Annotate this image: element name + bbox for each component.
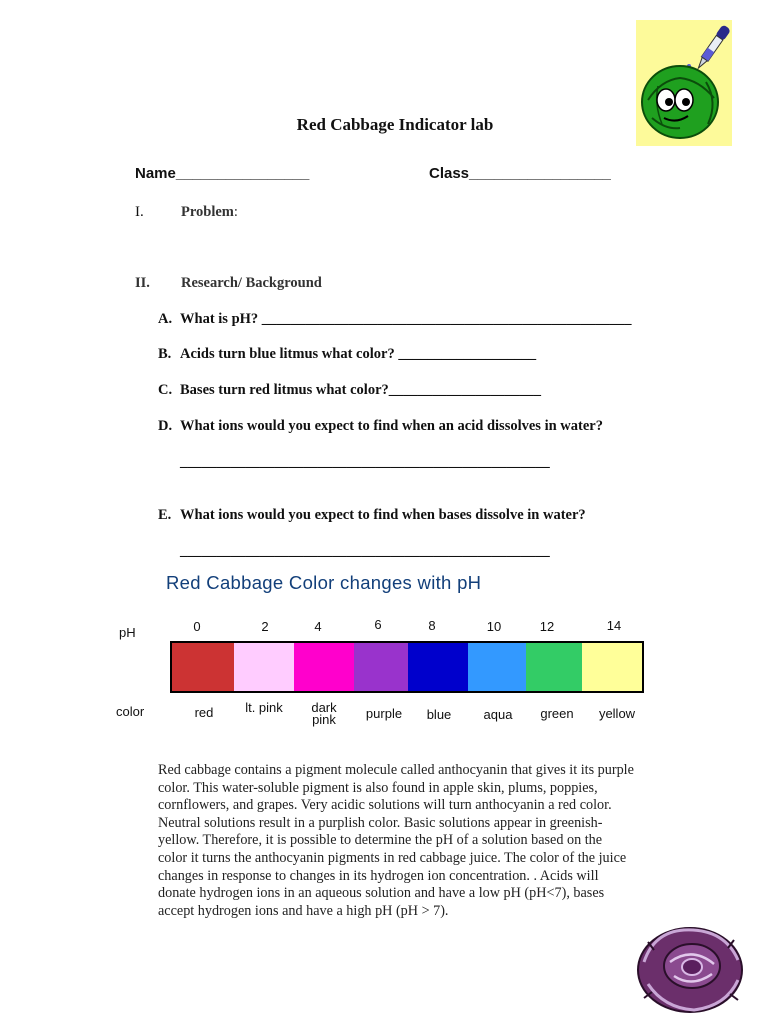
section-1-suffix: : [233,204,238,220]
section-1-label: Problem [181,204,234,220]
color-swatch-dark-pink [294,643,354,691]
section-2-heading: Research/ Background [181,275,322,291]
question-c [158,382,541,399]
color-name-dark-pink: dark pink [311,700,337,727]
color-name-lt-pink: lt. pink [245,700,283,715]
answer-line-e: ___________________________________________________ [180,543,550,559]
ph-chart-title: Red Cabbage Color changes with pH [166,572,482,593]
question-text: What ions would you expect to find when bases dissolve in water? [180,507,586,523]
question-d [158,418,603,435]
color-name-yellow: yellow [598,706,636,721]
section-1-numeral: I. [135,204,144,220]
red-cabbage-image [634,922,746,1016]
question-text: What is pH? ___________________________________________________ [180,311,632,327]
question-letter: D. [158,418,173,434]
color-name-purple: purple [365,706,403,721]
question-letter: C. [158,382,173,398]
question-text: What ions would you expect to find when an acid dissolves in water? [180,418,603,434]
color-swatch-blue [408,643,468,691]
question-text: Acids turn blue litmus what color? ___________________ [180,346,537,362]
color-name-green: green [540,706,574,721]
ph-tick-10: 10 [486,619,502,634]
question-b [158,346,536,363]
color-swatch-green [526,643,582,691]
color-row-label: color [116,704,145,719]
color-swatch-red [172,643,234,691]
page-title: Red Cabbage Indicator lab [296,115,494,134]
ph-tick-8: 8 [428,618,436,633]
red-cabbage-icon [634,922,746,1016]
section-1-heading [181,204,238,221]
color-swatch-lt-pink [234,643,294,691]
color-name-aqua: aqua [483,707,513,722]
question-letter: E. [158,507,172,523]
question-letter: B. [158,346,172,362]
color-swatch-aqua [468,643,526,691]
ph-tick-0: 0 [193,619,201,634]
class-field: Class_________________ [429,165,611,182]
color-swatch-purple [354,643,408,691]
question-e [158,507,586,524]
background-paragraph: Red cabbage contains a pigment molecule called anthocyanin that gives it its purple color. This water-soluble pigment is also found in apple skin, plums, poppies, cornflowers, and grapes. Very acidic solutions will turn anthocyanin a red color. Neutral solutions result in a purplish color. Basic solutions appear in greenish-yellow. Therefore, it is possible to determine the pH of a solution based on the color it turns the anthocyanin pigments in red cabbage juice. The color of the juice changes in response to changes in its hydrogen ion concentration. . Acids will donate hydrogen ions in an aqueous solution and have a low pH (pH<7), bases accept hydrogen ions and have a high pH (pH > 7). [158,762,634,919]
ph-color-bar [170,641,644,693]
ph-tick-4: 4 [314,619,322,634]
name-field: Name________________ [135,165,310,182]
ph-tick-14: 14 [606,618,622,633]
color-name-blue: blue [426,707,452,722]
section-2-numeral: II. [135,275,150,291]
ph-tick-2: 2 [261,619,269,634]
ph-tick-12: 12 [539,619,555,634]
answer-line-d: ___________________________________________________ [180,454,550,470]
ph-tick-6: 6 [374,617,382,632]
ph-axis-label: pH [119,625,136,640]
color-name-red: red [194,705,214,720]
question-a [158,311,632,328]
question-letter: A. [158,311,173,327]
color-swatch-yellow [582,643,642,691]
question-text: Bases turn red litmus what color?_____________________ [180,382,542,398]
